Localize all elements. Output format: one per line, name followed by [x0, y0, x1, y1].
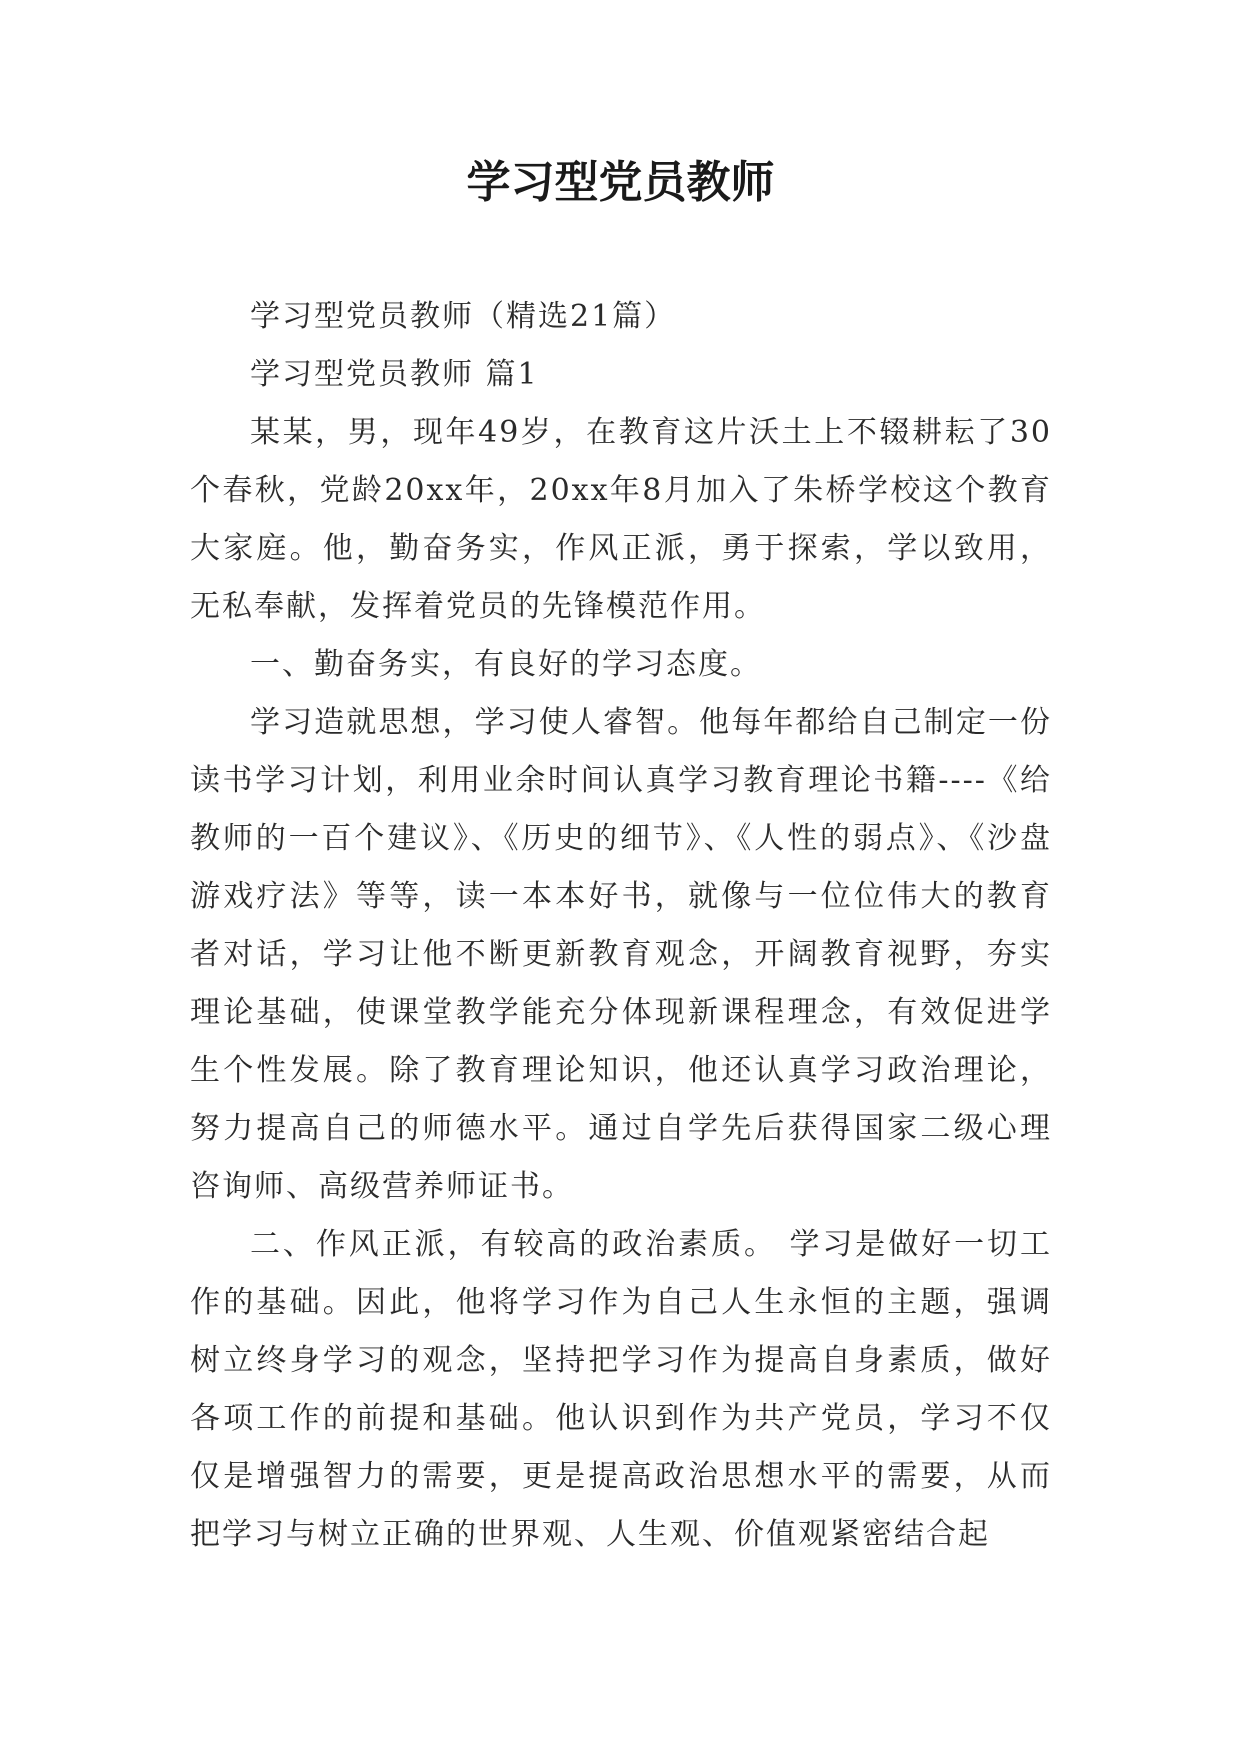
subheading-paragraph: 一、勤奋务实，有良好的学习态度。 [250, 647, 762, 682]
document-body [190, 288, 1052, 1564]
body-paragraph: 二、作风正派，有较高的政治素质。 学习是做好一切工作的基础。因此，他将学习作为自己人生永恒的主题，强调树立终身学习的观念，坚持把学习作为提高自身素质，做好各项工作的前提和基础。他认识到作为共产党员，学习不仅仅是增强智力的需要，更是提高政治思想水平的需要，从而把学习与树立正确的世界观、人生观、价值观紧密结合起 [190, 1227, 1052, 1552]
section-heading-paragraph: 学习型党员教师 篇1 [250, 357, 539, 392]
document-title: 学习型党员教师 [466, 157, 775, 208]
body-paragraph: 某某，男，现年49岁，在教育这片沃土上不辍耕耘了30个春秋，党龄20xx年，20xx年8月加入了朱桥学校这个教育大家庭。他，勤奋务实，作风正派，勇于探索，学以致用，无私奉献，发挥着党员的先锋模范作用。 [190, 415, 1052, 624]
subtitle-paragraph: 学习型党员教师（精选21篇） [250, 299, 677, 334]
body-paragraph: 学习造就思想，学习使人睿智。他每年都给自己制定一份读书学习计划，利用业余时间认真学习教育理论书籍----《给教师的一百个建议》、《历史的细节》、《人性的弱点》、《沙盘游戏疗法》等等，读一本本好书，就像与一位位伟大的教育者对话，学习让他不断更新教育观念，开阔教育视野，夯实理论基础，使课堂教学能充分体现新课程理念，有效促进学生个性发展。除了教育理论知识，他还认真学习政治理论，努力提高自己的师德水平。通过自学先后获得国家二级心理咨询师、高级营养师证书。 [190, 705, 1052, 1204]
